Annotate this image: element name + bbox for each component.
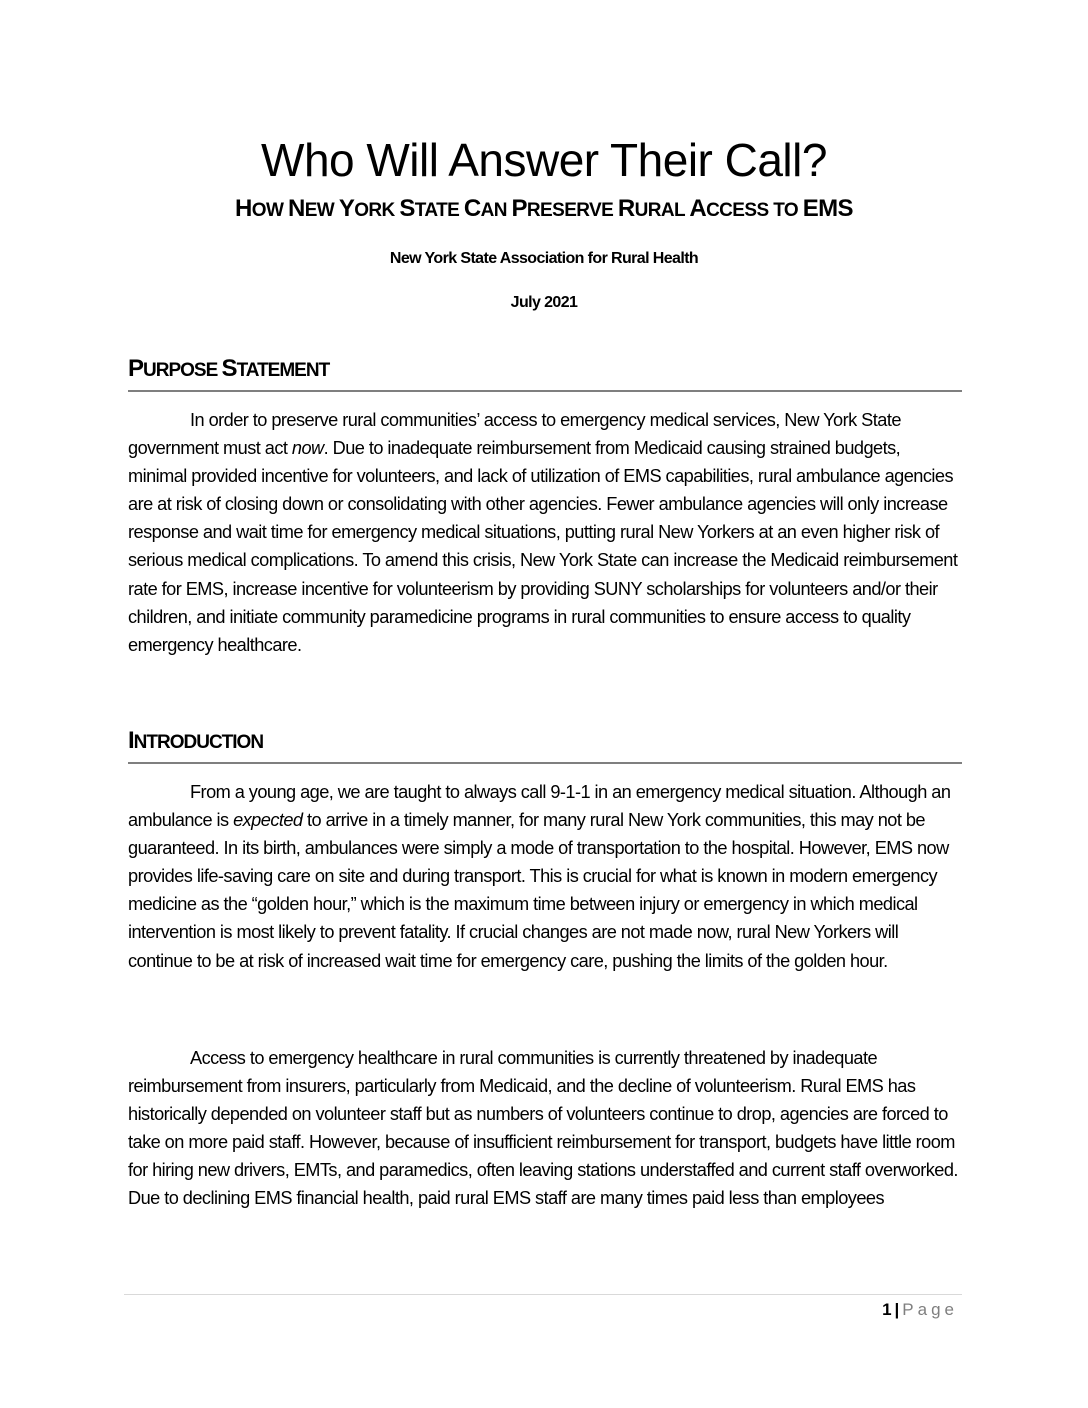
organization-name: New York State Association for Rural Health [389,250,699,267]
subtitle-word: ACCESS TO [689,195,803,222]
page-footer [882,1298,958,1322]
subtitle-word: CAN [463,195,512,222]
page-label: Page [902,1300,958,1319]
section-heading-purpose: PURPOSE STATEMENT [128,352,962,392]
subtitle-word: YORK [338,195,400,222]
emphasis-expected: expected [233,810,303,831]
publication-date: July 2021 [510,294,578,311]
subtitle-word: RURAL [617,195,690,222]
emphasis-now: now [291,438,324,459]
introduction-paragraph-1: From a young age, we are taught to always call 9-1-1 in an emergency medical situation. Although an ambulance is expected to arrive in a timely manner, for many rural New York communities, this may not be guaranteed. In its birth, ambulances were simply a mode of transportation to the hospital. However, EMS now provides life-saving care on site and during transport. This is crucial for what is known in modern emergency medicine as the “golden hour,” which is the maximum time between injury or emergency in which medical intervention is most likely to prevent fatality. If crucial changes are not made now, rural New Yorkers will continue to be at risk of increased wait time for emergency care, pushing the limits of the golden hour. [128,782,951,971]
section-heading-introduction: INTRODUCTION [128,724,962,764]
document-title: Who Will Answer Their Call? [261,134,827,186]
subtitle-word: EMS [802,195,853,222]
footer-divider [124,1294,962,1295]
subtitle-word: HOW [235,195,288,222]
subtitle-word: NEW [287,195,339,222]
document-subtitle [0,192,1088,228]
introduction-paragraph-2: Access to emergency healthcare in rural communities is currently threatened by inadequate reimbursement from insurers, particularly from Medicaid, and the decline of volunteerism. Rural EMS has historically depended on volunteer staff but as numbers of volunteers continue to drop, agencies are forced to take on more paid staff. However, because of insufficient reimbursement for transport, budgets have little room for hiring new drivers, EMTs, and paramedics, often leaving stations understaffed and current staff overworked. Due to declining EMS financial health, paid rural EMS staff are many times paid less than employees [128,1048,958,1209]
subtitle-word: PRESERVE [511,195,618,222]
page-number: 1 [882,1300,892,1319]
footer-separator: | [894,1300,900,1319]
purpose-paragraph: In order to preserve rural communities’ access to emergency medical services, New York State government must act now. Due to inadequate reimbursement from Medicaid causing strained budgets, minimal provided incentive for volunteers, and lack of utilization of EMS capabilities, rural ambulance agencies are at risk of closing down or consolidating with other agencies. Fewer ambulance agencies will only increase response and wait time for emergency medical situations, putting rural New Yorkers at an even higher risk of serious medical complications. To amend this crisis, New York State can increase the Medicaid reimbursement rate for EMS, increase incentive for volunteerism by providing SUNY scholarships for volunteers and/or their children, and initiate community paramedicine programs in rural communities to ensure access to quality emergency healthcare. [128,410,958,655]
subtitle-word: STATE [399,195,464,222]
